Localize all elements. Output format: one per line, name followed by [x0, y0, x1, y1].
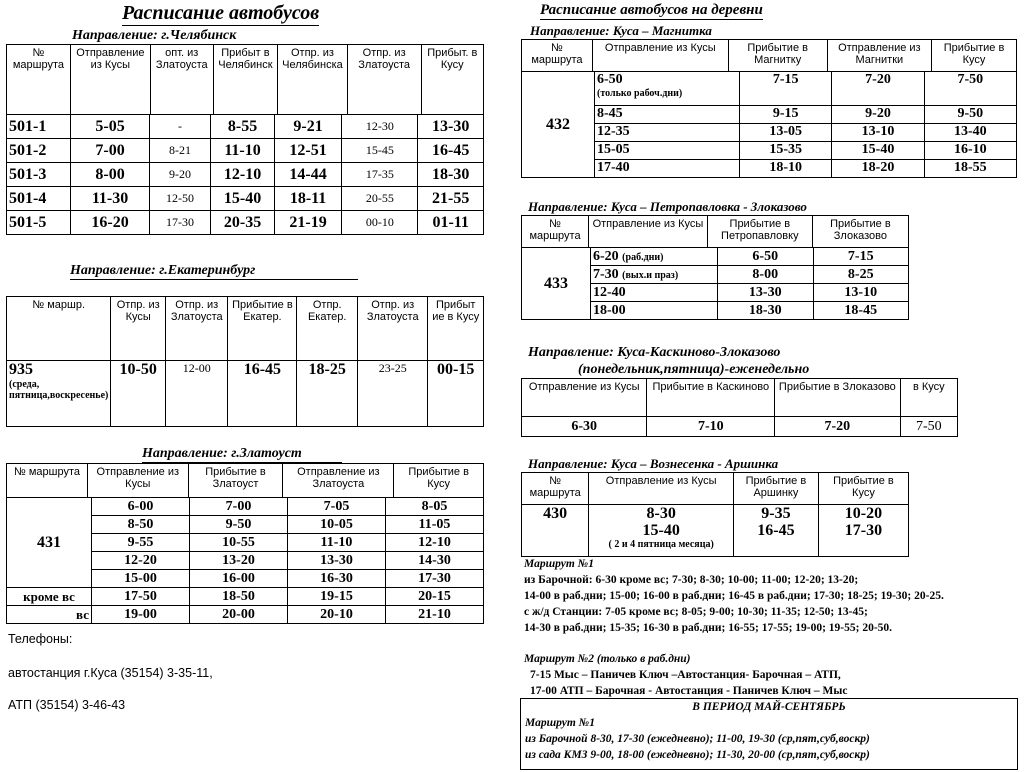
kask-row	[522, 417, 958, 437]
time-cell: 12-20	[92, 552, 190, 570]
time-cell: 18-11	[274, 187, 341, 211]
vozn-direction: Направление: Куса – Вознесенка - Аршинка	[528, 456, 840, 473]
column-header: Отпр. Екатер.	[297, 297, 358, 361]
vozn-route: 430	[522, 505, 589, 557]
time-cell: 14-30	[386, 552, 484, 570]
kask-cell: 6-30	[522, 417, 647, 437]
column-header: Отпр. из Кусы	[111, 297, 166, 361]
chel-row	[7, 115, 484, 139]
time-cell: 15-40	[211, 187, 275, 211]
magn-row	[522, 160, 1017, 178]
time-value: 7-30	[593, 266, 619, 282]
time-note: (раб.дни)	[622, 251, 664, 263]
time-cell: 18-20	[832, 160, 924, 178]
zlat-row	[7, 498, 484, 516]
time-cell: 9-20	[832, 106, 924, 124]
time-cell: 13-10	[813, 284, 909, 302]
time-cell: 15-35	[740, 142, 832, 160]
chel-table-body	[6, 114, 484, 235]
route2-title: Маршрут №2 (только в раб.дни)	[524, 653, 691, 665]
column-header: Прибытие в Злоказово	[775, 379, 900, 417]
time-cell: 18-10	[740, 160, 832, 178]
magn-row	[522, 142, 1017, 160]
kask-days: (понедельник,пятница)-еженедельно	[578, 362, 810, 377]
day-label: кроме вс	[7, 588, 92, 606]
column-header: Отправление из Кусы	[87, 464, 188, 498]
route-number: 501-4	[7, 187, 71, 211]
time-cell: 8-00	[71, 163, 149, 187]
time-cell: 15-45	[342, 139, 418, 163]
vozn-dep-note: ( 2 и 4 пятница месяца)	[608, 539, 714, 550]
magn-row	[522, 106, 1017, 124]
time-cell: 18-45	[813, 302, 909, 320]
ekb-row	[7, 361, 484, 427]
time-cell: 20-10	[288, 606, 386, 624]
time-cell: 16-00	[190, 570, 288, 588]
time-cell: 7-20	[832, 72, 924, 106]
time-cell: 12-50	[149, 187, 210, 211]
time-cell: 8-55	[211, 115, 275, 139]
kask-cell: 7-10	[647, 417, 775, 437]
vozn-dep-1: 8-30	[646, 505, 676, 522]
column-header: опт. из Златоуста	[150, 45, 213, 115]
column-header: Прибытие в Екатер.	[228, 297, 297, 361]
column-header: Прибытие в Злоказово	[812, 216, 908, 248]
column-header: Прибыт ие в Кусу	[428, 297, 484, 361]
column-header: Отправление из Кусы	[522, 379, 647, 417]
time-cell: 21-10	[386, 606, 484, 624]
time-cell	[591, 284, 718, 302]
time-note: (только рабоч.дни)	[597, 88, 683, 99]
vozn-arr-1: 9-35	[761, 505, 791, 522]
time-cell: 19-15	[288, 588, 386, 606]
route-number: 501-2	[7, 139, 71, 163]
column-header: № маршрута	[7, 464, 88, 498]
summer-head: В ПЕРИОД МАЙ-СЕНТЯБРЬ	[692, 701, 846, 713]
time-cell: 11-30	[71, 187, 149, 211]
ekb-direction: Направление: г.Екатеринбург	[70, 263, 358, 280]
vozn-table	[521, 472, 909, 557]
time-cell: 9-20	[149, 163, 210, 187]
magn-row	[522, 124, 1017, 142]
petr-table-body	[521, 247, 909, 320]
petr-direction: Направление: Куса – Петропавловка - Злоказово	[528, 199, 878, 216]
ekb-cell: 00-15	[428, 361, 484, 427]
time-cell: 17-30	[149, 211, 210, 235]
time-value: 6-50	[597, 72, 623, 87]
kask-cell: 7-20	[775, 417, 900, 437]
magn-table	[521, 39, 1017, 72]
time-cell: 8-00	[718, 266, 814, 284]
ekb-route: 935	[9, 361, 33, 378]
time-cell: 19-00	[92, 606, 190, 624]
column-header: № маршрута	[522, 40, 593, 72]
petr-table	[521, 215, 909, 248]
summer-line1: из Барочной 8-30, 17-30 (ежедневно); 11-00, 19-30 (ср,пят,суб,воскр)	[525, 733, 870, 745]
time-cell: 11-10	[211, 139, 275, 163]
time-cell: 18-55	[924, 160, 1016, 178]
kask-cell: 7-50	[900, 417, 957, 437]
zlat-table	[6, 463, 484, 498]
time-value: 12-40	[593, 284, 626, 300]
route1-title: Маршрут №1	[524, 558, 594, 570]
kask-table	[521, 378, 958, 437]
time-cell: 9-50	[924, 106, 1016, 124]
column-header: № маршрута	[7, 45, 71, 115]
time-cell: 7-00	[71, 139, 149, 163]
time-cell: 7-05	[288, 498, 386, 516]
time-cell: 13-30	[418, 115, 484, 139]
time-cell	[591, 302, 718, 320]
column-header: Отпр. из Челябинска	[278, 45, 347, 115]
time-cell: 8-05	[386, 498, 484, 516]
route1-line3: с ж/д Станции: 7-05 кроме вс; 8-05; 9-00; 10-30; 11-35; 12-50; 13-45;	[524, 606, 868, 618]
time-cell: 12-30	[342, 115, 418, 139]
column-header: Отправление из Златоуста	[283, 464, 394, 498]
route2-line1: 7-15 Мыс – Паничев Ключ –Автостанция- Барочная – АТП,	[530, 669, 841, 681]
vozn-arr-2: 16-45	[757, 522, 795, 539]
time-cell: 7-15	[740, 72, 832, 106]
time-cell: 16-45	[418, 139, 484, 163]
route-number: 501-3	[7, 163, 71, 187]
ekb-cell: 23-25	[358, 361, 428, 427]
time-cell: -	[149, 115, 210, 139]
time-cell: 11-05	[386, 516, 484, 534]
chel-row	[7, 211, 484, 235]
route1-line4: 14-30 в раб.дни; 15-35; 16-30 в раб.дни; 16-55; 17-55; 19-00; 19-55; 20-50.	[524, 622, 893, 634]
summer-box	[520, 698, 1018, 770]
time-cell: 17-35	[342, 163, 418, 187]
time-cell	[595, 72, 740, 106]
time-cell: 20-15	[386, 588, 484, 606]
right-title: Расписание автобусов на деревни	[540, 2, 763, 18]
kask-direction: Направление: Куса-Каскиново-Злоказово	[528, 345, 781, 360]
vozn-back-1: 10-20	[844, 505, 883, 522]
column-header: Прибытие в Златоуст	[188, 464, 283, 498]
time-cell: 18-30	[718, 302, 814, 320]
route1-line2: 14-00 в раб.дни; 15-00; 16-00 в раб.дни; 16-45 в раб.дни; 17-30; 18-25; 19-30; 20-25.	[524, 590, 944, 602]
time-cell: 15-05	[595, 142, 740, 160]
time-cell: 17-40	[595, 160, 740, 178]
column-header: Прибытие в Кусу	[932, 40, 1017, 72]
column-header: Отправление из Кусы	[589, 216, 708, 248]
column-header: Прибытие в Каскиново	[647, 379, 775, 417]
time-cell: 13-10	[832, 124, 924, 142]
time-cell: 20-55	[342, 187, 418, 211]
ekb-cell: 10-50	[111, 361, 166, 427]
route-number: 501-5	[7, 211, 71, 235]
time-cell: 6-50	[718, 248, 814, 266]
time-cell: 18-50	[190, 588, 288, 606]
column-header: № маршрута	[522, 473, 589, 505]
route-number: 501-1	[7, 115, 71, 139]
day-label: вс	[7, 606, 92, 624]
zlat-direction: Направление: г.Златоуст	[142, 446, 342, 463]
summer-route-title: Маршрут №1	[525, 717, 595, 729]
time-cell: 21-19	[274, 211, 341, 235]
time-cell: 8-21	[149, 139, 210, 163]
magn-direction: Направление: Куса – Магнитка	[530, 23, 788, 40]
column-header: Прибытие в Аршинку	[733, 473, 818, 505]
time-cell: 16-30	[288, 570, 386, 588]
phones-label: Телефоны:	[8, 632, 73, 646]
ekb-route-note: (среда, пятница,воскресенье)	[9, 379, 109, 401]
vozn-dep-2: 15-40	[642, 522, 680, 539]
magn-row	[522, 72, 1017, 106]
time-cell: 9-50	[190, 516, 288, 534]
chel-direction: Направление: г.Челябинск	[72, 28, 237, 43]
chel-table	[6, 44, 484, 115]
time-cell: 00-10	[342, 211, 418, 235]
time-cell: 13-40	[924, 124, 1016, 142]
column-header: Отпр. из Златоуста	[166, 297, 228, 361]
phone-bus-station: автостанция г.Куса (35154) 3-35-11,	[8, 666, 213, 680]
column-header: Прибытие в Кусу	[818, 473, 908, 505]
column-header: Прибытие в Магнитку	[728, 40, 827, 72]
time-cell: 11-10	[288, 534, 386, 552]
column-header: в Кусу	[900, 379, 957, 417]
column-header: Отправление из Кусы	[70, 45, 150, 115]
time-cell: 12-51	[274, 139, 341, 163]
ekb-cell: 16-45	[228, 361, 297, 427]
time-cell: 9-55	[92, 534, 190, 552]
ekb-cell: 12-00	[166, 361, 228, 427]
vozn-back-2: 17-30	[844, 522, 883, 539]
time-cell: 16-20	[71, 211, 149, 235]
route2-line2: 17-00 АТП – Барочная - Автостанция - Паничев Ключ – Мыс	[530, 685, 848, 697]
time-cell: 8-45	[595, 106, 740, 124]
time-cell: 6-00	[92, 498, 190, 516]
time-cell	[591, 248, 718, 266]
route1-line1: из Барочной: 6-30 кроме вс; 7-30; 8-30; 10-00; 11-00; 12-20; 13-20;	[524, 574, 859, 586]
column-header: Отправление из Кусы	[589, 473, 734, 505]
column-header: № маршр.	[7, 297, 111, 361]
time-cell: 14-44	[274, 163, 341, 187]
time-value: 18-00	[593, 302, 626, 318]
time-cell: 15-40	[832, 142, 924, 160]
time-cell: 12-10	[211, 163, 275, 187]
left-title: Расписание автобусов	[122, 2, 320, 24]
route-number: 431	[7, 498, 92, 588]
column-header: Прибытие в Петропавловку	[707, 216, 812, 248]
time-cell: 7-00	[190, 498, 288, 516]
time-cell: 13-05	[740, 124, 832, 142]
time-cell: 20-00	[190, 606, 288, 624]
time-cell: 8-50	[92, 516, 190, 534]
route-number: 432	[522, 72, 595, 178]
time-cell: 17-30	[386, 570, 484, 588]
time-cell: 13-30	[288, 552, 386, 570]
time-cell: 13-30	[718, 284, 814, 302]
time-cell: 12-10	[386, 534, 484, 552]
route-number: 433	[522, 248, 591, 320]
time-cell	[591, 266, 718, 284]
column-header: Отправление из Кусы	[592, 40, 728, 72]
time-cell: 12-35	[595, 124, 740, 142]
time-note: (вых.и праз)	[622, 269, 679, 281]
time-cell: 18-30	[418, 163, 484, 187]
column-header: Прибытие в Кусу	[394, 464, 484, 498]
time-cell: 9-15	[740, 106, 832, 124]
time-cell: 5-05	[71, 115, 149, 139]
column-header: Отпр. из Златоуста	[358, 297, 428, 361]
time-cell: 20-35	[211, 211, 275, 235]
time-cell: 01-11	[418, 211, 484, 235]
time-cell: 21-55	[418, 187, 484, 211]
column-header: № маршрута	[522, 216, 589, 248]
time-cell: 10-55	[190, 534, 288, 552]
zlat-special-row	[7, 606, 484, 624]
time-cell: 8-25	[813, 266, 909, 284]
magn-table-body	[521, 71, 1017, 178]
time-cell: 17-50	[92, 588, 190, 606]
column-header: Отправление из Магнитки	[827, 40, 931, 72]
zlat-special-row	[7, 588, 484, 606]
summer-line2: из сада КМЗ 9-00, 18-00 (ежедневно); 11-30, 20-00 (ср,пят,суб,воскр)	[525, 749, 870, 761]
chel-row	[7, 187, 484, 211]
phone-atp: АТП (35154) 3-46-43	[8, 698, 126, 712]
ekb-cell: 18-25	[297, 361, 358, 427]
time-cell: 7-15	[813, 248, 909, 266]
column-header: Отпр. из Златоуста	[347, 45, 421, 115]
time-cell: 13-20	[190, 552, 288, 570]
time-cell: 7-50	[924, 72, 1016, 106]
time-value: 6-20	[593, 248, 619, 264]
column-header: Прибыт в Челябинск	[213, 45, 278, 115]
chel-row	[7, 163, 484, 187]
column-header: Прибыт. в Кусу	[421, 45, 483, 115]
time-cell: 16-10	[924, 142, 1016, 160]
ekb-table	[6, 296, 484, 427]
zlat-table-body	[6, 497, 484, 624]
chel-row	[7, 139, 484, 163]
vozn-row	[522, 505, 909, 557]
petr-row	[522, 248, 909, 266]
time-cell: 10-05	[288, 516, 386, 534]
time-cell: 9-21	[274, 115, 341, 139]
time-cell: 15-00	[92, 570, 190, 588]
